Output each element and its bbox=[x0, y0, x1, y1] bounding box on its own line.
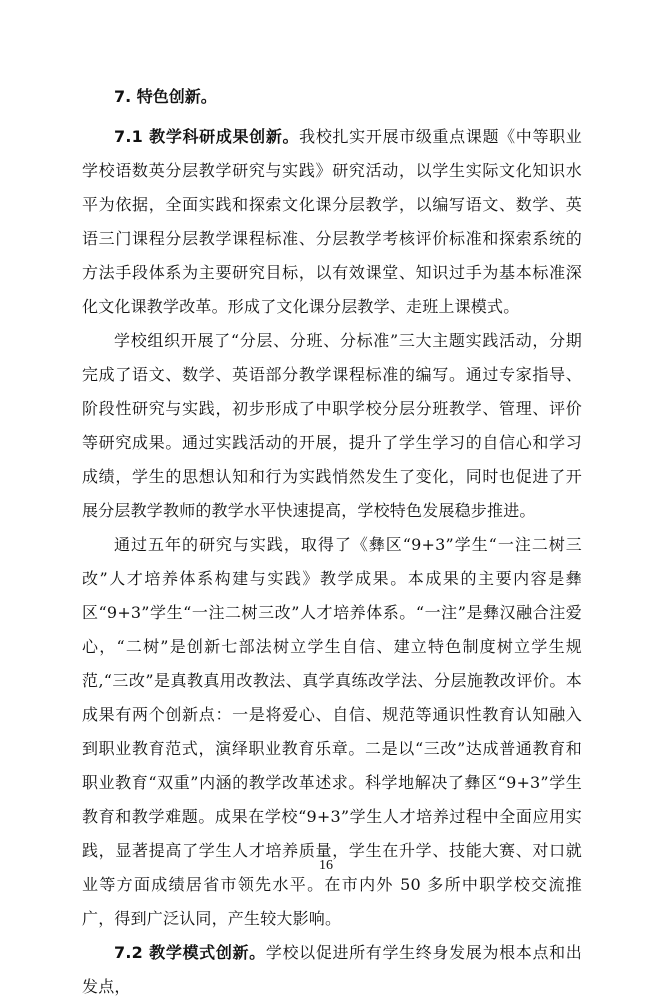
paragraph-teaching-achievement bbox=[82, 528, 582, 936]
paragraph-text: 通过五年的研究与实践，取得了《彝区“9+3”学生“一注二树三改”人才培养体系构建与实践》教学成果。本成果的主要内容是彝区“9+3”学生“一注二树三改”人才培养体系。“一注”是彝汉融合注爱心，“二树”是创新七部法树立学生自信、建立特色制度树立学生规范,“三改”是真教真用改教法、真学真练改学法、分层施教改评价。本成果有两个创新点：一是将爱心、自信、规范等通识性教育认知融入到职业教育范式，演绎职业教育乐章。二是以“三改”达成普通教育和职业教育“双重”内涵的教学改革述求。科学地解决了彝区“9+3”学生教育和教学难题。成果在学校“9+3”学生人才培养过程中全面应用实践，显著提高了学生人才培养质量，学生在升学、技能大赛、对口就业等方面成绩居省市领先水平。在市内外 50 多所中职学校交流推广，得到广泛认同，产生较大影响。 bbox=[82, 535, 582, 928]
paragraph-teaching-mode-innovation bbox=[82, 936, 582, 1004]
page-number: 16 bbox=[319, 858, 333, 873]
paragraph-text: 学校组织开展了“分层、分班、分标准”三大主题实践活动，分期完成了语文、数学、英语部分教学课程标准的编写。通过专家指导、阶段性研究与实践，初步形成了中职学校分层分班教学、管理、评价等研究成果。通过实践活动的开展，提升了学生学习的自信心和学习成绩，学生的思想认知和行为实践悄然发生了变化，同时也促进了开展分层教学教师的教学水平快速提高，学校特色发展稳步推进。 bbox=[82, 331, 582, 520]
paragraph-heading: 7.2 教学模式创新。 bbox=[114, 943, 266, 962]
paragraph-text: 我校扎实开展市级重点课题《中等职业学校语数英分层教学研究与实践》研究活动，以学生实际文化知识水平为依据，全面实践和探索文化课分层教学，以编写语文、数学、英语三门课程分层教学课程标准、分层教学考核评价标准和探索系统的方法手段体系为主要研究目标，以有效课堂、知识过手为基本标准深化文化课教学改革。形成了文化课分层教学、走班上课模式。 bbox=[82, 127, 583, 316]
paragraph-heading: 7.1 教学科研成果创新。 bbox=[114, 127, 300, 146]
paragraph-text: 学校以促进所有学生终身发展为根本点和出发点， bbox=[82, 943, 582, 996]
section-title: 7. 特色创新。 bbox=[114, 87, 217, 106]
paragraph-practice-activities bbox=[82, 324, 582, 528]
paragraph-research-innovation bbox=[82, 120, 582, 324]
